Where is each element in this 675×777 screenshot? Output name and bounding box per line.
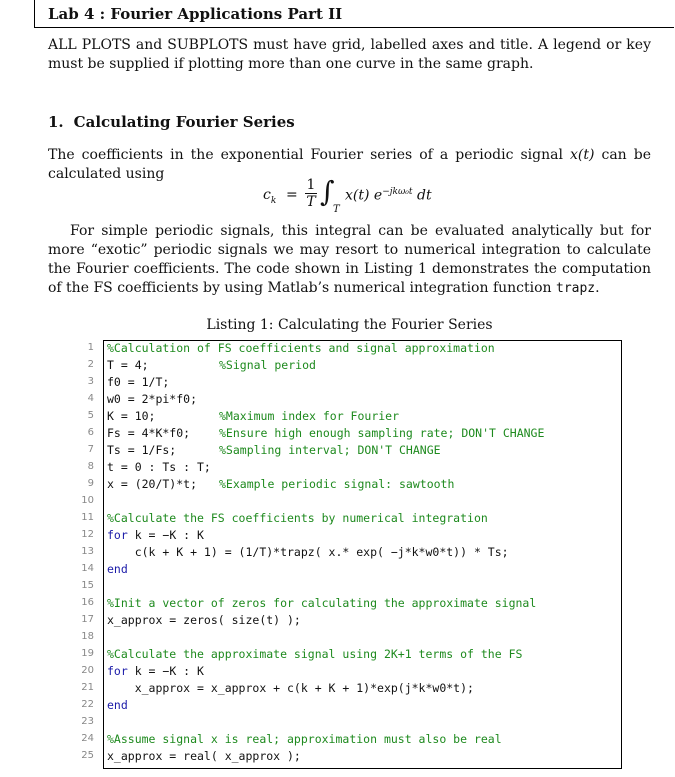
code-keyword: end xyxy=(107,562,128,576)
line-number: 9 xyxy=(87,478,94,489)
header-rule-vertical xyxy=(34,0,35,28)
code-line xyxy=(107,681,474,695)
code-text: x_approx = real( x_approx ); xyxy=(107,749,301,763)
code-text: c(k + K + 1) = (1/T)*trapz( x.* exp( −j*k*w0*t)) * Ts; xyxy=(107,545,509,559)
para1-text-a: The coefficients in the exponential Fourier series of a periodic signal xyxy=(48,147,570,163)
header-rule xyxy=(34,27,674,28)
code-line xyxy=(107,443,441,457)
code-text: t = 0 : Ts : T; xyxy=(107,460,211,474)
line-number: 14 xyxy=(81,563,94,574)
code-text: K = 10; xyxy=(107,409,156,423)
code-text: x = (20/T)*t; xyxy=(107,477,198,491)
code-keyword: for xyxy=(107,528,128,542)
code-text: Ts = 1/Fs; xyxy=(107,443,177,457)
code-text: Fs = 4*K*f0; xyxy=(107,426,191,440)
code-comment: %Signal period xyxy=(219,358,316,372)
fourier-coefficient-equation xyxy=(263,175,443,218)
eq-integral-sign: ∫ xyxy=(320,175,335,208)
page-header: Lab 4 : Fourier Applications Part II xyxy=(48,5,343,23)
eq-equals: = xyxy=(286,187,298,203)
line-number: 20 xyxy=(81,665,94,676)
code-comment: %Calculate the FS coefficients by numerical integration xyxy=(107,511,488,525)
line-number: 1 xyxy=(87,342,94,353)
code-text: f0 = 1/T; xyxy=(107,375,170,389)
line-number: 12 xyxy=(81,529,94,540)
eq-body: x(t) $e^{-jk\omega_0t}$ dt xyxy=(345,187,432,204)
code-line xyxy=(107,341,495,355)
line-number: 23 xyxy=(81,716,94,727)
eq-fraction: 1 T xyxy=(306,177,316,210)
line-number: 7 xyxy=(87,444,94,455)
line-number: 8 xyxy=(87,461,94,472)
code-comment: %Example periodic signal: sawtooth xyxy=(219,477,455,491)
line-number: 5 xyxy=(87,410,94,421)
code-keyword: end xyxy=(107,698,128,712)
eq-lhs: $c_k$ xyxy=(263,187,277,206)
code-line xyxy=(107,528,204,542)
line-number: 25 xyxy=(81,750,94,761)
code-text: k = −K : K xyxy=(127,664,204,678)
code-comment: %Assume signal x is real; approximation must also be real xyxy=(107,732,502,746)
line-number: 17 xyxy=(81,614,94,625)
code-line xyxy=(107,392,197,406)
line-number: 11 xyxy=(81,512,94,523)
line-number: 10 xyxy=(81,495,94,506)
code-line xyxy=(107,409,400,423)
code-text: x_approx = x_approx + c(k + K + 1)*exp(j*k*w0*t); xyxy=(107,681,474,695)
code-comment: %Maximum index for Fourier xyxy=(219,409,400,423)
para1-symbol: x(t) xyxy=(569,147,595,163)
line-number: 18 xyxy=(81,631,94,642)
section-number: 1. xyxy=(48,113,64,131)
code-line xyxy=(107,426,545,440)
line-number: 6 xyxy=(87,427,94,438)
code-comment: %Init a vector of zeros for calculating the approximate signal xyxy=(107,596,537,610)
code-line xyxy=(107,477,455,491)
code-text: x_approx = zeros( size(t) ); xyxy=(107,613,301,627)
intro-paragraph: ALL PLOTS and SUBPLOTS must have grid, labelled axes and title. A legend or key must be supplied if plotting more than one curve in the same graph. xyxy=(48,37,651,72)
code-line xyxy=(107,749,301,763)
code-text: T = 4; xyxy=(107,358,149,372)
code-line xyxy=(107,613,301,627)
line-number: 21 xyxy=(81,682,94,693)
code-line xyxy=(107,732,502,746)
code-line xyxy=(107,375,169,389)
para2-text-b: . xyxy=(595,280,600,296)
line-number: 2 xyxy=(87,359,94,370)
paragraph-exotic xyxy=(48,222,651,298)
code-line xyxy=(107,545,509,559)
code-comment: %Ensure high enough sampling rate; DON'T CHANGE xyxy=(219,426,545,440)
code-line xyxy=(107,698,128,712)
line-number: 19 xyxy=(81,648,94,659)
code-comment: %Calculation of FS coefficients and signal approximation xyxy=(107,341,495,355)
code-keyword: for xyxy=(107,664,128,678)
code-line xyxy=(107,647,522,661)
section-heading xyxy=(48,113,295,131)
line-number: 13 xyxy=(81,546,94,557)
code-line xyxy=(107,460,211,474)
line-number: 15 xyxy=(81,580,94,591)
section-title: Calculating Fourier Series xyxy=(73,113,295,131)
line-number: 24 xyxy=(81,733,94,744)
code-comment: %Calculate the approximate signal using 2K+1 terms of the FS xyxy=(107,647,523,661)
para1-text-b: can be calculated using xyxy=(48,147,651,182)
code-line xyxy=(107,358,316,372)
code-line xyxy=(107,511,488,525)
code-text: k = −K : K xyxy=(127,528,204,542)
code-line xyxy=(107,562,128,576)
line-number: 3 xyxy=(87,376,94,387)
code-comment: %Sampling interval; DON'T CHANGE xyxy=(219,443,441,457)
code-line xyxy=(107,664,204,678)
listing-caption: Listing 1: Calculating the Fourier Series xyxy=(206,317,493,333)
line-number: 22 xyxy=(81,699,94,710)
eq-integral-sub: T xyxy=(333,204,340,215)
line-number: 4 xyxy=(87,393,94,404)
para2-text-a: For simple periodic signals, this integral can be evaluated analytically but for more “exotic” periodic signals we may resort to numerical integration to calculate the Fourier coefficients. The code shown in Listing 1 demonstrates the computation of the FS coefficients by using Matlab’s numerical integration function xyxy=(48,223,651,296)
code-text: w0 = 2*pi*f0; xyxy=(107,392,198,406)
trapz-function-name: trapz xyxy=(556,281,596,296)
line-number: 16 xyxy=(81,597,94,608)
code-line xyxy=(107,596,536,610)
